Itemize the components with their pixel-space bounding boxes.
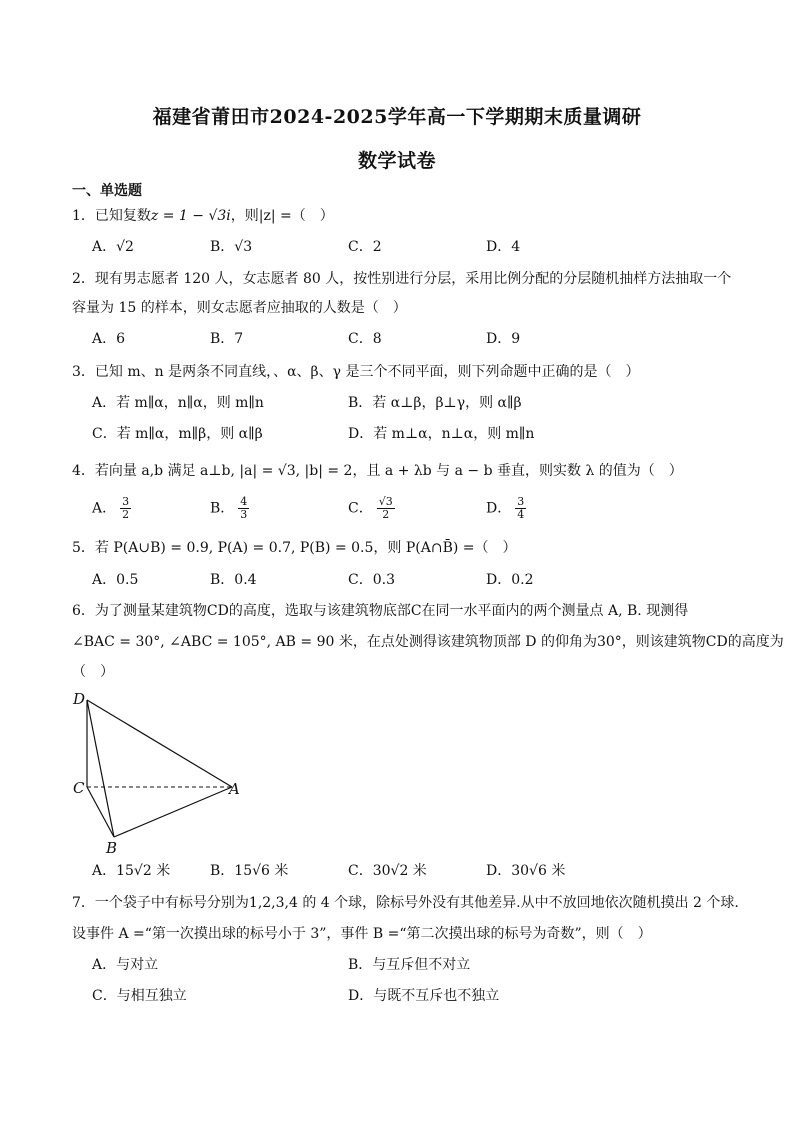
question-3-option-b: B．若 α⊥β，β⊥γ，则 α∥β <box>348 395 522 411</box>
question-6-line-3: （ ） <box>72 664 114 680</box>
question-6-line-2: ∠BAC = 30°, ∠ABC = 105°, AB = 90 米，在点处测得该建筑物顶部 D 的仰角为30°，则该建筑物CD的高度为 <box>72 634 784 650</box>
question-7-option-c: C．与相互独立 <box>92 988 187 1004</box>
question-1-option-b: B．√3 <box>210 239 253 255</box>
question-6-line-1: 6．为了测量某建筑物CD的高度，选取与该建筑物底部C在同一水平面内的两个测量点 A, B. 现测得 <box>72 603 689 619</box>
edge-db <box>87 700 114 837</box>
question-2-line-1: 2．现有男志愿者 120 人，女志愿者 80 人，按性别进行分层，采用比例分配的分层随机抽样方法抽取一个 <box>72 271 732 287</box>
question-2-option-b: B．7 <box>210 331 244 347</box>
question-5-option-d: D．0.2 <box>486 572 534 588</box>
question-3-option-a: A．若 m∥α，n∥α，则 m∥n <box>92 395 264 411</box>
question-4-stem: 4．若向量 a,b 满足 a⊥b, |a| = √3, |b| = 2，且 a + λb 与 a − b 垂直，则实数 λ 的值为（ ） <box>72 463 683 479</box>
question-3-stem: 3．已知 m、n 是两条不同直线，、α、β、γ 是三个不同平面，则下列命题中正确的是（ ） <box>72 364 640 380</box>
question-7-option-a: A．与对立 <box>92 957 159 973</box>
question-7-option-b: B．与互斥但不对立 <box>348 957 471 973</box>
question-1-option-d: D．4 <box>486 239 521 255</box>
question-1-option-c: C．2 <box>348 239 382 255</box>
question-4-option-d-fraction <box>515 496 526 521</box>
question-4-option-a <box>92 496 131 521</box>
question-6-option-b: B．15√6 米 <box>210 863 289 879</box>
question-4-option-b-label: B． <box>210 500 235 517</box>
question-7-line-2: 设事件 A =“第一次摸出球的标号小于 3”，事件 B =“第二次摸出球的标号为奇数”，则（ ） <box>72 926 652 942</box>
question-4-option-d <box>486 496 526 521</box>
question-7-line-1: 7．一个袋子中有标号分别为1,2,3,4 的 4 个球，除标号外没有其他差异.从中不放回地依次随机摸出 2 个球. <box>72 895 739 911</box>
question-4-option-b-fraction <box>238 496 249 521</box>
question-6-option-c: C．30√2 米 <box>348 863 427 879</box>
question-6-figure <box>66 686 256 856</box>
label-b: B <box>106 839 118 856</box>
label-c: C <box>73 779 85 797</box>
question-4-option-c-fraction <box>377 496 395 521</box>
question-5-option-c: C．0.3 <box>348 572 395 588</box>
question-2-option-d: D．9 <box>486 331 521 347</box>
fraction-denominator: 4 <box>517 508 525 521</box>
edge-ba <box>114 787 232 837</box>
question-1-option-a: A．√2 <box>92 239 134 255</box>
question-5-option-a: A．0.5 <box>92 572 139 588</box>
question-3-option-d: D．若 m⊥α，n⊥α，则 m∥n <box>348 426 535 442</box>
question-4-option-a-label: A． <box>92 500 117 517</box>
fraction-numerator: √3 <box>378 495 393 508</box>
question-2-option-c: C．8 <box>348 331 382 347</box>
question-4-option-c-label: C． <box>348 500 373 517</box>
label-a: A <box>229 780 240 798</box>
question-4-option-a-fraction <box>120 496 131 521</box>
question-1-stem-text: 1．已知复数 <box>72 208 151 224</box>
edge-da <box>87 700 232 787</box>
edge-cb <box>87 787 114 837</box>
question-1-expression: z = 1 − √3i <box>150 208 231 224</box>
question-6-option-a: A．15√2 米 <box>92 863 171 879</box>
question-3-option-c: C．若 m∥α，m∥β，则 α∥β <box>92 426 263 442</box>
document-subtitle: 数学试卷 <box>357 150 436 172</box>
fraction-numerator: 3 <box>122 495 130 508</box>
question-1-stem-tail: ，则|z| =（ ） <box>230 208 334 224</box>
section-heading: 一、单选题 <box>72 183 142 199</box>
question-4-option-b <box>210 496 249 521</box>
question-7-option-d: D．与既不互斥也不独立 <box>348 988 500 1004</box>
question-5-stem: 5．若 P(A∪B) = 0.9, P(A) = 0.7, P(B) = 0.5，则 P(A∩B̄) =（ ） <box>72 540 517 556</box>
question-2-line-2: 容量为 15 的样本，则女志愿者应抽取的人数是（ ） <box>72 300 407 316</box>
question-1-stem <box>72 206 334 226</box>
question-6-option-d: D．30√6 米 <box>486 863 566 879</box>
question-2-option-a: A．6 <box>92 331 126 347</box>
question-5-option-b: B．0.4 <box>210 572 257 588</box>
label-d: D <box>73 690 86 708</box>
fraction-numerator: 3 <box>517 495 525 508</box>
question-4-option-d-label: D． <box>486 500 512 517</box>
fraction-denominator: 3 <box>240 508 248 521</box>
document-title: 福建省莆田市2024-2025学年高一下学期期末质量调研 <box>152 106 642 128</box>
fraction-denominator: 2 <box>122 508 130 521</box>
fraction-numerator: 4 <box>240 495 248 508</box>
fraction-denominator: 2 <box>382 508 390 521</box>
question-4-option-c <box>348 496 395 521</box>
